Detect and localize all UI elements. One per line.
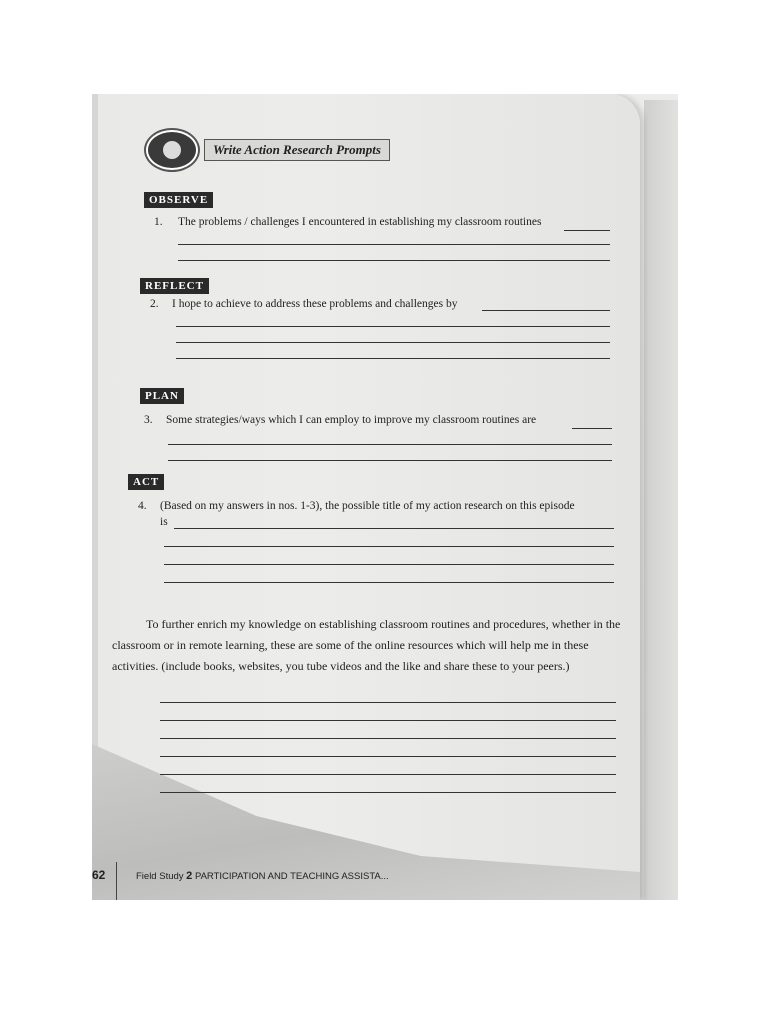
answer-line[interactable] [164,564,614,565]
page-footer [92,862,640,900]
resources-paragraph: To further enrich my knowledge on establishing classroom routines and procedures, whether in the classroom or in remote learning, these are some of the online resources which will help me in these activities. (include books, websites, you tube videos and the like and share these to your peers.) [112,617,621,673]
document-photo [92,94,678,900]
reflect-tag: REFLECT [140,278,209,294]
series-number: 2 [186,870,193,882]
answer-line[interactable] [176,326,610,327]
question-1-number: 1. [154,216,163,228]
header-title: Write Action Research Prompts [204,139,390,161]
answer-line[interactable] [572,428,612,429]
footer-series [136,870,389,882]
act-tag: ACT [128,474,164,490]
question-4-text-continued: is [160,516,168,528]
answer-line[interactable] [564,230,610,231]
page-number: 62 [92,868,106,882]
answer-line[interactable] [178,244,610,245]
answer-line[interactable] [176,342,610,343]
question-2-number: 2. [150,298,159,310]
footer-divider [116,862,117,900]
question-2-text: I hope to achieve to address these problems and challenges by [172,298,458,310]
next-page-edge [644,100,678,900]
answer-line[interactable] [160,774,616,775]
answer-line[interactable] [160,738,616,739]
plan-tag: PLAN [140,388,184,404]
section-header [146,130,390,170]
answer-line[interactable] [168,460,612,461]
question-4-text: (Based on my answers in nos. 1-3), the possible title of my action research on this episode [160,500,575,512]
answer-line[interactable] [160,792,616,793]
answer-line[interactable] [482,310,610,311]
answer-line[interactable] [168,444,612,445]
question-4-number: 4. [138,500,147,512]
answer-line[interactable] [160,702,616,703]
worksheet-page [92,94,640,900]
observe-tag: OBSERVE [144,192,213,208]
logo-icon [146,130,198,170]
question-1-text: The problems / challenges I encountered in establishing my classroom routines [178,216,542,228]
answer-line[interactable] [174,528,614,529]
answer-line[interactable] [164,546,614,547]
answer-line[interactable] [178,260,610,261]
answer-line[interactable] [164,582,614,583]
question-3-text: Some strategies/ways which I can employ to improve my classroom routines are [166,414,537,426]
question-3-number: 3. [144,414,153,426]
answer-line[interactable] [176,358,610,359]
answer-line[interactable] [160,756,616,757]
series-name: Field Study [136,871,184,882]
footer-subtitle: PARTICIPATION AND TEACHING ASSISTA... [194,871,389,882]
answer-line[interactable] [160,720,616,721]
